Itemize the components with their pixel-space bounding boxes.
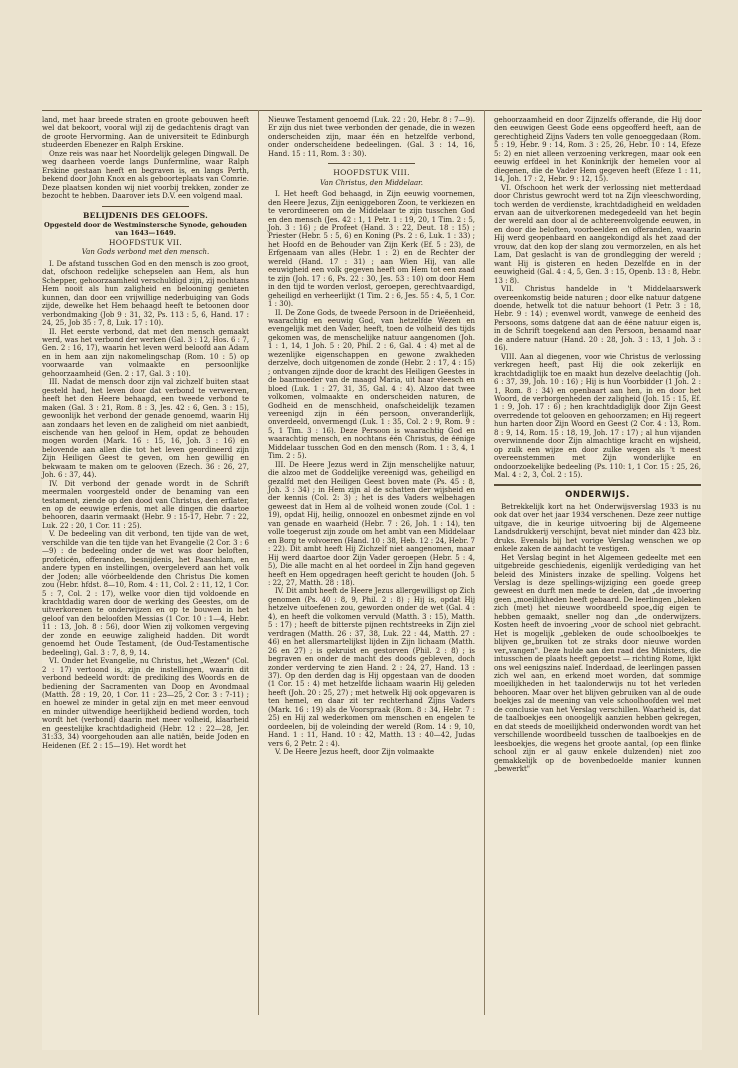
article-paragraph: III. Nadat de mensch door zijn val zichzelf buiten staat gesteld had, het leven door dat verbond te verwerven, heeft het den Heere behaagd, een tweede verbond te maken (Gal. 3 : 21, Rom. 8 : 3, Jes. 42 : 6, Gen. 3 : 15), gewoonlijk het verbond der genade genoemd, waarin Hij aan zondaars het leven en de zaligheid om niet aanbiedt, eischende van hen geloof in Hem, opdat ze behouden mogen worden (Mark. 16 : 15, 16, Joh. 3 : 16) en belovende aan allen die tot het leven geordineerd zijn Zijn Heiligen Geest te geven, om hen gewillig en bekwaam te maken om te gelooven (Ezech. 36 : 26, 27, Joh. 6 : 37, 44). (42, 378, 249, 480)
article-paragraph: VIII. Aan al diegenen, voor wie Christus de verlossing verkregen heeft, past Hij die ook zekerlijk en krachtdadiglijk toe en maakt hun dezelve deelachtig (Joh. 6 : 37, 39, Joh. 10 : 16) ; Hij is hun Voorbidder (1 Joh. 2 : 1, Rom. 8 : 34) en openbaart aan hen, in en door het Woord, de verborgenheden der zaligheid (Joh. 15 : 15, Ef. 1 : 9, Joh. 17 : 6) ; hen krachtdadiglijk door Zijn Geest overredende tot gelooven en gehoorzamen; en Hij regeert hun harten door Zijn Woord en Geest (2 Cor. 4 : 13, Rom. 8 : 9, 14, Rom. 15 : 18, 19, Joh. 17 : 17) ; al hun vijanden overwinnende door Zijn almachtige kracht en wijsheid, op zulk een wijze en door zulke wegen als 't meest overeenstemmen met Zijn wonderlijke en ondoorzoekelijke bedeeling (Ps. 110: 1, 1 Cor. 15 : 25, 26, Mal. 4 : 2, 3, Col. 2 : 15). (494, 352, 701, 480)
article-paragraph: Betrekkelijk kort na het Onderwijsverslag 1933 is nu ook dat over het jaar 1934 verschenen. Deze zeer nuttige uitgave, die in keurige uitvoering bij de Algemeene Landsdrukkerij verschijnt, bevat niet minder dan 423 blz. druks. Evenals bij het vorige Verslag wenschen we op enkele zaken de aandacht te vestigen. (494, 502, 701, 554)
article-paragraph: VII. Christus handelde in 't Middelaarswerk overeenkomstig beide naturen ; door elke natuur datgene doende, hetwelk tot die natuur behoort (1 Petr. 3 : 18, Hebr. 9 : 14) ; evenwel wordt, vanwege de eenheid des Persoons, soms datgene dat aan de ééne natuur eigen is, in de Schrift toegekend aan den Persoon, benaamd naar de andere natuur (Hand. 20 : 28, Joh. 3 : 13, 1 Joh. 3 : 16). (494, 285, 701, 353)
chapter-title: HOOFDSTUK VIII. (333, 168, 410, 178)
belijdenis-title: BELIJDENIS DES GELOOFS. (83, 210, 208, 220)
article-paragraph: V. De Heere Jezus heeft, door Zijn volmaakte (275, 748, 435, 757)
newspaper-page (42, 110, 702, 1050)
divider (328, 163, 415, 164)
paragraph: land, met haar breede straten en groote gebouwen heeft wel dat bekoort, vooral wijl zij de gedachtenis dragt van de groote Hervorming. Aan de universiteit te Edinburgh studeerden Ebenezer en Ralph Erskine. (42, 116, 249, 150)
article-paragraph: III. De Heere Jezus werd in Zijn menschelijke natuur, die alzoo met de Goddelijke vereenigd was, geheiligd en gezalfd met den Heiligen Geest boven mate (Ps. 45 : 8, Joh. 3 : 34) ; in Hem zijn al de schatten der wijsheid en der kennis (Col. 2: 3) ; het is des Vaders welbehagen geweest dat in Hem al de volheid wonen zoude (Col. 1 : 19), opdat Hij, heilig, onnoozel en onbesmet zijnde en vol van genade en waarheid (Hebr. 7 : 26, Joh. 1 : 14), ten volle toegerust zijn zoude om het ambt van een Middelaar en Borg te volvoeren (Hand. 10 : 38, Heb. 12 : 24, Hebr. 7 : 22). Dit ambt heeft Hij Zichzelf niet aangenomen, maar Hij werd daartoe door Zijn Vader geroepen (Hebr. 5 : 4, 5), Die alle macht en al het oordeel in Zijn hand gegeven heeft en Hem opgedragen heeft gericht te houden (Joh. 5 : 22, 27, Matth. 28 : 18). (268, 460, 475, 588)
chapter-subtitle: Van Gods verbond met den mensch. (81, 248, 210, 257)
divider (102, 206, 189, 207)
chapter-title: HOOFDSTUK VII. (108, 237, 183, 247)
section-title: ONDERWIJS. (565, 490, 630, 501)
paragraph: Nieuwe Testament genoemd (Luk. 22 : 20, Hebr. 8 : 7—9). Er zijn dus niet twee verbonden der genade, die in wezen onderscheiden zijn, maar één en hetzelfde verbond, onder onderscheidene bedeelingen. (Gal. 3 : 14, 16, Hand. 15 : 11, Rom. 3 : 30). (268, 116, 475, 158)
article-paragraph: I. De afstand tusschen God en den mensch is zoo groot, dat, ofschoon redelijke schepselen aan Hem, als hun Schepper, gehoorzaamheid verschuldigd zijn, zij nochtans Hem nooit als hun zaligheid en belooning genieten kunnen, dan door een vrijwillige nederbuiging van Gods zijde, dewelke het Hem behaagd heeft te betoonen door verbondmaking (Job 9 : 31, 32, Ps. 113 : 5, 6, Hand. 17 : 24, 25, Job 35 : 7, 8, Luk. 17 : 10). (42, 259, 249, 328)
article-paragraph: V. De bedeeling van dit verbond, ten tijde van de wet, verschilde van die ten tijde van het Evangelie (2 Cor. 3 : 6—9) : de bedeeling onder de wet was door beloften, profeticën, offeranden, besnijdenis, het Paaschlam, en andere typen en instellingen, overgeleverd aan het volk der Joden; alle vóórbeeldende den Christus Die komen zou (Hebr. hfdst. 8—10, Rom. 4 : 11, Col. 2 : 11, 12, 1 Cor. 5 : 7, Col. 2 : 17), welke voor dien tijd voldoende en krachtdadig waren door de werking des Geestes, om de uitverkorenen te onderwijzen en op te bouwen in het geloof van den beloofden Messias (1 Cor. 10 : 1—4, Hebr. 11 : 13, Joh. 8 : 56), door Wien zij volkomen vergeving der zonde en eeuwige zaligheid hadden. Dit wordt genoemd het Oude Testament, (de Oud-Testamentische bedeeling), Gal. 3 : 7, 8, 9, 14. (42, 530, 249, 657)
column-2 (268, 116, 475, 757)
column-1 (42, 116, 249, 750)
article-paragraph: II. De Zone Gods, de tweede Persoon in de Drieëenheid, waarachtig en eeuwig God, van hetzelfde Wezen en evengelijk met den Vader, heeft, toen de volheid des tijds gekomen was, de menschelijke natuur aangenomen (Joh. 1 : 1, 14, 1 Joh. 5 : 20, Phil. 2 : 6, Gal. 4 : 4) met al de wezenlijke eigenschappen en gewone zwakheden derzelve, doch uitgenomen de zonde (Hebr. 2 : 17, 4 : 15) ; ontvangen zijnde door de kracht des Heiligen Geestes in de baarmoeder van de maagd Maria, uit haar vleesch en bloed (Luk. 1 : 27, 31, 35, Gal. 4 : 4). Alzoo dat twee volkomen, volmaakte en onderscheiden naturen, de Godheid en de menschheid, onafscheidelijk tezamen vereenigd zijn in één persoon, onveranderlijk, onverdeeld, onvermengd (Luk. 1 : 35, Col. 2 : 9, Rom. 9 : 5, 1 Tim. 3 : 16). Deze Persoon is waarachtig God en waarachtig mensch, en nochtans één Christus, de éénige Middelaar tusschen God en den mensch (Rom. 1 : 3, 4, 1 Tim. 2 : 5). (268, 308, 475, 461)
belijdenis-subtitle: Opgesteld door de Westminstersche Synode, gehouden van 1643—1649. (44, 220, 247, 237)
paragraph: gehoorzaamheid en door Zijnzelfs offerande, die Hij door den eeuwigen Geest Gode eens opgeofferd heeft, aan de gerechtigheid Zijns Vaders ten volle genoeggedaan (Rom. 5 : 19, Hebr. 9 : 14, Rom. 3 : 25, 26, Hebr. 10 : 14, Efeze 5: 2) en niet alleen verzoening verkregen, maar ook een eeuwig erfdeel in het Koninkrijk der hemelen voor al diegenen, die de Vader Hem gegeven heeft (Efeze 1 : 11, 14, Joh. 17 : 2, Hebr. 9 : 12, 15). (494, 116, 701, 184)
article-paragraph: II. Het eerste verbond, dat met den mensch gemaakt werd, was het verbond der werken (Gal. 3 : 12, Hos. 6 : 7, Gen. 2 : 16, 17), waarin het leven werd beloofd aan Adam en in hem aan zijn nakomelingschap (Rom. 10 : 5) op voorwaarde van volmaakte en persoonlijke gehoorzaamheid (Gen. 2 : 17, Gal. 3 : 10). (42, 327, 249, 378)
column-rule (258, 110, 259, 1015)
article-paragraph: IV. Dit verbond der genade wordt in de Schrift meermalen voorgesteld onder de benaming van een testament, ziende op den dood van Christus, den erflater, en op de eeuwige erfenis, met alle dingen die daartoe behooren, daarin vermaakt (Hebr. 9 : 15-17, Hebr. 7 : 22, Luk. 22 : 20, 1 Cor. 11 : 25). (42, 479, 249, 530)
article-paragraph: Het Verslag begint in het Algemeen gedeelte met een uitgebreide geschiedenis, eigenlijk verdediging van het beleid des Ministers inzake de spelling. Volgens het Verslag is deze spellings-wijziging een goede greep geweest en durft men mede te deelen, dat „de invoering geen „moeilijkheden heeft gebaard. De leerlingen „bleken zich (met) het nieuwe woordbeeld spoe„dig eigen te hebben gemaakt, sneller nog dan „de onderwijzers. Kosten heeft de invoering „voor de school niet gebracht. Het is mogelijk „gebleken de oude schoolboekjes te blijven ge„bruiken tot ze straks door nieuwe worden ver„vangen". Deze hulde aan den raad des Ministers, die intusschen de plaats heeft gepoetst — richting Rome, lijkt ons wel eenigszins naïef. Inderdaad, de leerlingen passen zich wel aan, en erkend moet worden, dat sommige moeilijkheden in het taalonderwijs nu tot het verleden behooren. Maar over het blijven gebruiken van al de oude boekjes zal de meening van vele schoolhoofden wel met de conclusie van het Verslag verschillen. Waarheid is, dat de taalboekjes een onoogelijk aanzien hebben gekregen, en dat steeds de moeilijkheid onderwonden wordt van het verschillende woordbeeld tusschen de taalboekjes en de leesboekjes, die wegens het groote aantal, (op een flinke school zijn er al gauw enkele dulzenden) niet zoo gemakkelijk op de bovenbedoelde manier kunnen „bewerkt" (494, 553, 701, 773)
column-rule (484, 110, 485, 1015)
article-paragraph: VI. Ofschoon het werk der verlossing niet metterdaad door Christus gewrocht werd tot na Zijn vleeschwording, toch werden de verdienste, krachtdadigheid en weldaden ervan aan de uitverkorenen medegedeeld van het begin der wereld aan door al de achtereenvolgende eeuwen, in en door die beloften, voorbeelden en offeranden, waarin Hij werd geopenbaard en aangekondigd als het zaad der vrouw, dat den kop der slang zou vermorzelen, en als het Lam, Dat geslacht is van de grondlegging der wereld ; want Hij is gisteren en heden Dezelfde en in der eeuwigheid (Gal. 4 : 4, 5, Gen. 3 : 15, Openb. 13 : 8, Hebr. 13 : 8). (494, 183, 701, 285)
paragraph: Onze reis was naar het Noordelijk gelegen Dingwall. De weg daarheen voerde langs Dunfermline, waar Ralph Erskine gestaan heeft en begraven is, en langs Perth, bekend door John Knox en als geboorteplaats van Comrie. Deze plaatsen konden wij niet voorbij trekken, zonder ze bezocht te hebben. Daarover iets D.V. een volgend maal. (42, 149, 249, 201)
article-paragraph: I. Het heeft God behaagd, in Zijn eeuwig voornemen, den Heere Jezus, Zijn eeniggeboren Zoon, te verkiezen en te verordineeren om de Middelaar te zijn tusschen God en den mensch (Jes. 42 : 1, 1 Petr. 1 : 19, 20, 1 Tim. 2 : 5, Joh. 3 : 16) ; de Profeet (Hand. 3 : 22, Deut. 18 : 15) ; Priester (Hebr. 5 : 5, 6) en Koning (Ps. 2 : 6, Luk. 1 : 33) ; het Hoofd en de Behouder van Zijn Kerk (Ef. 5 : 23), de Erfgenaam van alles (Hebr. 1 : 2) en de Rechter der wereld (Hand. 17 : 31) ; aan Wien Hij, van alle eeuwigheid een volk gegeven heeft om Hem tot een zaad te zijn (Joh. 17 : 6, Ps. 22 : 30, Jes. 53 : 10) om door Hem in den tijd te worden verlost, geroepen, gerechtvaardigd, geheiligd en verheerlijkt (1 Tim. 2 : 6, Jes. 55 : 4, 5, 1 Cor. 1 : 30). (268, 190, 475, 309)
column-3 (494, 116, 701, 773)
chapter-subtitle: Van Christus, den Middelaar. (320, 178, 423, 187)
section-divider (494, 484, 701, 486)
article-paragraph: IV. Dit ambt heeft de Heere Jezus allergewilligst op Zich genomen (Ps. 40 : 8, 9, Phil. 2 : 8) ; Hij is, opdat Hij hetzelve uitoefenen zou, geworden onder de wet (Gal. 4 : 4), en heeft die volkomen vervuld (Matth. 3 : 15), Matth. 5 : 17) ; heeft de bitterste pijnen rechtstreeks in Zijn ziel verdragen (Matth. 26 : 37, 38, Luk. 22 : 44, Matth. 27 : 46) en het allersmartelijkst lijden in Zijn lichaam (Matth. 26 en 27) ; is gekruist en gestorven (Phil. 2 : 8) ; is begraven en onder de macht des doods gebleven, doch zonder verderving te zien Hand. 2 : 24, 27, Hand. 13 : 37). Op den derden dag is Hij opgestaan van de dooden (1 Cor. 15 : 4) met hetzelfde lichaam waarin Hij geleden heeft (Joh. 20 : 25, 27) ; met hetwelk Hij ook opgevaren is ten hemel, en daar zit ter rechterhand Zijns Vaders (Mark. 16 : 19) als de Voorspraak (Rom. 8 : 34, Hebr. 7 : 25) en Hij zal wederkomen om menschen en engelen te oordeelen, bij de voleinding der wereld (Rom. 14 : 9, 10, Hand. 1 : 11, Hand. 10 : 42, Matth. 13 : 40—42, Judas vers 6, 2 Petr. 2 : 4). (268, 587, 475, 748)
article-paragraph: VI. Onder het Evangelie, nu Christus, het „Wezen" (Col. 2 : 17) vertoond is, zijn de instellingen, waarin dit verbond bedeeld wordt: de prediking des Woords en de bediening der Sacramenten van Doop en Avondmaal (Matth. 28 : 19, 20, 1 Cor. 11 : 23—25, 2 Cor. 3 : 7-11) ; en hoewel ze minder in getal zijn en met meer eenvoud en minder uitwendige heerlijkheid bediend worden, toch wordt het (verbond) daarin met meer volheid, klaarheid en geestelijke krachtdadigheid (Hebr. 12 : 22—28, Jer. 31:33, 34) voorgehouden aan alle natiën, beide Joden en Heidenen (Ef. 2 : 15—19). Het wordt het (42, 657, 249, 750)
top-rule (42, 110, 702, 111)
